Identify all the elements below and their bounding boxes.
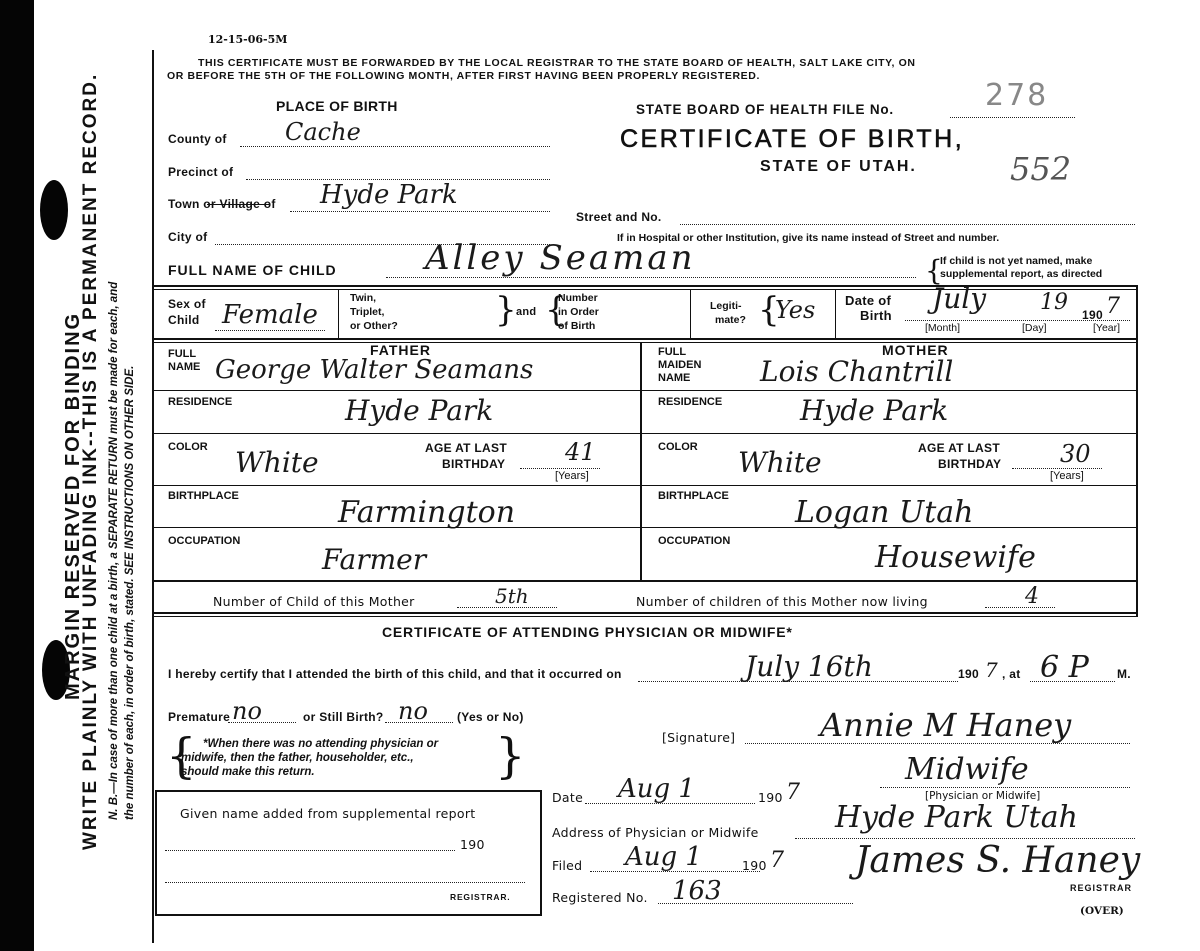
mother-birthplace-label: BIRTHPLACE	[658, 490, 729, 502]
child-name-label: FULL NAME OF CHILD	[168, 262, 337, 278]
twin-label-3: or Other?	[350, 320, 398, 332]
punch-hole-top	[40, 180, 68, 240]
supplemental-line-2	[165, 882, 525, 883]
stillbirth-value[interactable]: no	[398, 697, 428, 725]
order-label-2: in Order	[558, 306, 599, 318]
and-label: and	[516, 306, 537, 318]
at-label: , at	[1002, 667, 1021, 681]
margin-binding-text: MARGIN RESERVED FOR BINDING	[62, 311, 84, 700]
sex-line	[215, 330, 325, 331]
certify-text: I hereby certify that I attended the birth of this child, and that it occurred on	[168, 667, 622, 681]
note-brace-left: {	[166, 728, 197, 784]
order-label-1: Number	[558, 292, 598, 304]
place-of-birth-heading: PLACE OF BIRTH	[276, 98, 398, 114]
mother-color-label: COLOR	[658, 441, 698, 453]
header-notice-line1: THIS CERTIFICATE MUST BE FORWARDED BY THE LOCAL REGISTRAR TO THE STATE BOARD OF HEALTH, SALT LAKE CITY, ON	[198, 57, 916, 69]
date-year-prefix: 190	[758, 790, 783, 805]
father-age-value[interactable]: 41	[565, 438, 596, 466]
sex-divider	[338, 290, 339, 338]
unnamed-note-2: supplemental report, as directed	[940, 268, 1103, 280]
row-divider-2	[152, 338, 1137, 340]
father-row-line-2	[152, 433, 640, 434]
signature-label: [Signature]	[662, 730, 736, 745]
form-number: 12-15-06-5M	[208, 33, 288, 46]
father-name-label-1: FULL	[168, 348, 197, 360]
row-divider-1	[152, 285, 1137, 287]
registered-value[interactable]: 163	[672, 876, 722, 906]
order-brace: {	[545, 290, 567, 330]
row-divider-1b	[152, 289, 1137, 290]
mother-age-line	[1012, 468, 1102, 469]
legit-brace: {	[758, 290, 780, 330]
physician-note-line3: should make this return.	[181, 766, 315, 778]
order-label-3: of Birth	[558, 320, 596, 332]
twin-brace: }	[495, 290, 517, 330]
m-label: M.	[1117, 667, 1131, 681]
father-name-label-2: NAME	[168, 361, 201, 373]
stillbirth-label: or Still Birth?	[303, 710, 384, 724]
father-name-value[interactable]: George Walter Seamans	[215, 355, 534, 385]
unnamed-note-brace: {	[925, 254, 943, 287]
father-age-label-1: AGE AT LAST	[425, 441, 507, 455]
occurred-year-suffix[interactable]: 7	[985, 658, 998, 682]
margin-nb-line2: the number of each, in order of birth, stated. SEE INSTRUCTIONS ON OTHER SIDE.	[124, 365, 136, 820]
street-label: Street and No.	[576, 210, 662, 224]
mother-birthplace-value[interactable]: Logan Utah	[795, 495, 974, 530]
address-value[interactable]: Hyde Park Utah	[835, 800, 1078, 835]
year-caption: [Year]	[1093, 322, 1121, 334]
mother-name-value[interactable]: Lois Chantrill	[760, 355, 954, 388]
father-years-caption: [Years]	[555, 470, 589, 482]
legit-label-2: mate?	[715, 314, 746, 326]
filed-value[interactable]: Aug 1	[625, 842, 702, 872]
dob-label-1: Date of	[845, 293, 892, 308]
file-number-label: STATE BOARD OF HEALTH FILE No.	[636, 102, 894, 117]
certificate-subtitle: STATE OF UTAH.	[760, 158, 917, 175]
father-color-label: COLOR	[168, 441, 208, 453]
premature-label: Premature	[168, 710, 231, 724]
children-living-value[interactable]: 4	[1025, 584, 1039, 609]
mother-name-label-3: NAME	[658, 372, 691, 384]
registered-label: Registered No.	[552, 890, 648, 905]
unnamed-note-1: If child is not yet named, make	[940, 255, 1093, 267]
margin-ink-text: WRITE PLAINLY WITH UNFADING INK--THIS IS A PERMANENT RECORD.	[80, 72, 101, 850]
form-left-border	[152, 50, 154, 943]
file-number-line	[950, 117, 1075, 118]
torn-binding-edge	[0, 0, 34, 951]
father-residence-value[interactable]: Hyde Park	[345, 394, 494, 427]
father-birthplace-value[interactable]: Farmington	[338, 495, 516, 530]
row-divider-4b	[152, 616, 1137, 617]
row-divider-3	[152, 580, 1137, 582]
physician-note-line1: *When there was no attending physician or	[203, 738, 439, 750]
over-label: (OVER)	[1080, 905, 1124, 917]
village-strikethrough	[207, 204, 270, 205]
legit-value[interactable]: Yes	[775, 296, 816, 324]
child-number-value[interactable]: 5th	[495, 584, 529, 608]
parents-center-divider	[640, 342, 642, 580]
children-living-line	[985, 607, 1055, 608]
father-occupation-label: OCCUPATION	[168, 535, 241, 547]
file-number-value[interactable]: 278	[985, 78, 1049, 113]
mother-row-line-2	[640, 433, 1137, 434]
header-notice-line2: OR BEFORE THE 5TH OF THE FOLLOWING MONTH, AFTER FIRST HAVING BEEN PROPERLY REGISTERED.	[167, 70, 760, 82]
supplemental-year: 190	[460, 837, 485, 852]
address-label: Address of Physician or Midwife	[552, 825, 759, 840]
day-caption: [Day]	[1022, 322, 1047, 334]
sex-value[interactable]: Female	[222, 300, 318, 330]
address-line	[795, 838, 1135, 839]
father-residence-label: RESIDENCE	[168, 396, 233, 408]
signature-role[interactable]: Midwife	[905, 752, 1029, 787]
physician-note-line2: midwife, then the father, householder, etc.,	[181, 752, 414, 764]
occurred-year-prefix: 190	[958, 667, 979, 681]
mother-residence-label: RESIDENCE	[658, 396, 723, 408]
mother-occupation-label: OCCUPATION	[658, 535, 731, 547]
mother-name-label-1: FULL	[658, 346, 687, 358]
mother-age-label-1: AGE AT LAST	[918, 441, 1000, 455]
occurred-date-value[interactable]: July 16th	[745, 650, 873, 683]
dob-label-2: Birth	[860, 308, 892, 323]
note-brace-right: }	[495, 728, 526, 784]
father-row-line-4	[152, 527, 640, 528]
county-line	[240, 146, 550, 147]
mother-row-line-1	[640, 390, 1137, 391]
town-value[interactable]: Hyde Park	[320, 180, 458, 210]
time-value[interactable]: 6 P	[1040, 650, 1089, 685]
sex-label-2: Child	[168, 313, 200, 327]
city-label: City of	[168, 230, 208, 244]
father-age-line	[520, 468, 600, 469]
legit-divider	[835, 290, 836, 338]
town-line	[290, 211, 550, 212]
father-birthplace-label: BIRTHPLACE	[168, 490, 239, 502]
date-year-suffix[interactable]: 7	[786, 780, 800, 805]
registrar-signature[interactable]: James S. Haney	[855, 840, 1141, 881]
children-living-label: Number of children of this Mother now living	[636, 594, 928, 609]
twin-label-2: Triplet,	[350, 306, 385, 318]
date-value[interactable]: Aug 1	[618, 774, 695, 804]
filed-label: Filed	[552, 858, 583, 873]
precinct-label: Precinct of	[168, 165, 234, 179]
row-divider-2b	[152, 342, 1137, 343]
yes-no-label: (Yes or No)	[457, 710, 524, 724]
county-value[interactable]: Cache	[285, 118, 361, 146]
registrar-caption: REGISTRAR	[1070, 883, 1133, 893]
mother-occupation-value[interactable]: Housewife	[875, 540, 1036, 575]
town-label: Town or Village of	[168, 197, 276, 211]
mother-row-line-4	[640, 527, 1137, 528]
dob-day[interactable]: 19	[1040, 290, 1068, 315]
physician-caption: [Physician or Midwife]	[925, 790, 1041, 802]
mother-residence-value[interactable]: Hyde Park	[800, 394, 949, 427]
mother-age-value[interactable]: 30	[1060, 440, 1091, 468]
row-divider-4	[152, 612, 1137, 614]
dob-month[interactable]: July	[932, 282, 987, 315]
mother-color-value[interactable]: White	[738, 446, 822, 479]
supplemental-registrar-caption: REGISTRAR.	[450, 892, 511, 902]
child-name-value[interactable]: Alley Seaman	[425, 238, 696, 278]
county-label: County of	[168, 132, 227, 146]
supplemental-heading: Given name added from supplemental report	[180, 806, 476, 821]
mother-name-label-2: MAIDEN	[658, 359, 702, 371]
legit-label-1: Legiti-	[710, 300, 742, 312]
filed-year-suffix[interactable]: 7	[770, 848, 784, 873]
premature-value[interactable]: no	[232, 697, 262, 725]
father-row-line-1	[152, 390, 640, 391]
child-number-label: Number of Child of this Mother	[213, 594, 415, 609]
father-row-line-3	[152, 485, 640, 486]
father-heading: FATHER	[370, 342, 431, 358]
filed-year-prefix: 190	[742, 858, 767, 873]
supplemental-line-1	[165, 850, 455, 851]
mother-years-caption: [Years]	[1050, 470, 1084, 482]
month-caption: [Month]	[925, 322, 961, 334]
certificate-title: CERTIFICATE OF BIRTH,	[620, 125, 965, 153]
dob-year-prefix: 190	[1082, 308, 1103, 322]
father-occupation-value[interactable]: Farmer	[322, 543, 427, 576]
twin-label-1: Twin,	[350, 292, 377, 304]
order-divider	[690, 290, 691, 338]
street-line	[680, 224, 1135, 225]
mother-row-line-3	[640, 485, 1137, 486]
margin-nb-line1: N. B.—In case of more than one child at a birth, a SEPARATE RETURN must be made for each, and	[108, 281, 120, 820]
mother-age-label-2: BIRTHDAY	[938, 457, 1002, 471]
signature-value[interactable]: Annie M Haney	[820, 706, 1072, 744]
hospital-note: If in Hospital or other Institution, give its name instead of Street and number.	[617, 232, 1000, 244]
mother-heading: MOTHER	[882, 342, 949, 358]
handwritten-file-number[interactable]: 552	[1010, 150, 1072, 188]
form-right-border	[1136, 285, 1138, 617]
father-age-label-2: BIRTHDAY	[442, 457, 506, 471]
father-color-value[interactable]: White	[235, 446, 319, 479]
dob-year-suffix[interactable]: 7	[1106, 294, 1120, 319]
date-label: Date	[552, 790, 584, 805]
role-line	[880, 787, 1130, 788]
physician-heading: CERTIFICATE OF ATTENDING PHYSICIAN OR MIDWIFE*	[382, 624, 793, 640]
sex-label-1: Sex of	[168, 297, 206, 311]
